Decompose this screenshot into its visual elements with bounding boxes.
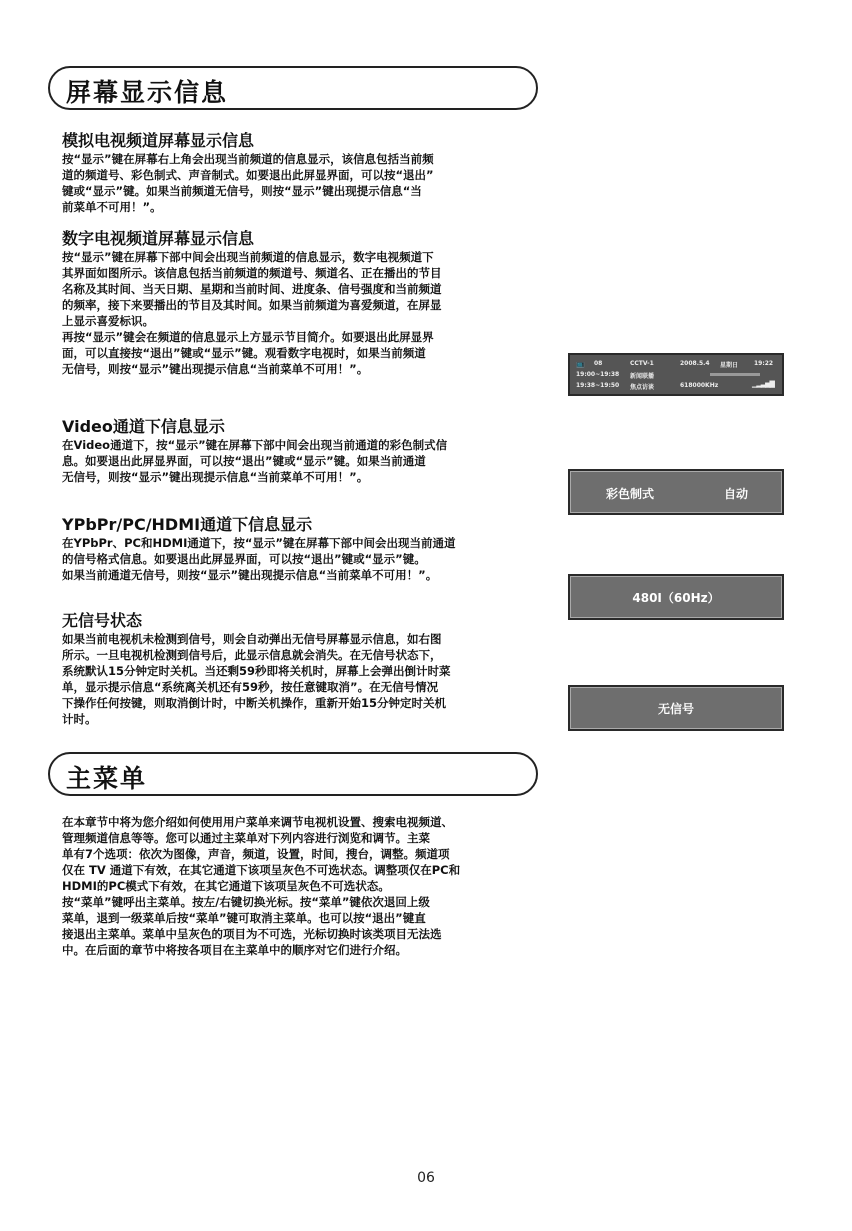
no-signal-osd [568,685,784,731]
osd-time: 19:22 [754,360,774,367]
text-line: 仅在 TV 通道下有效，在其它通道下该项呈灰色不可选状态。调整项仅在PC和 [62,863,461,877]
ypbpr-paragraph [62,535,532,583]
text-line: 下操作任何按键，则取消倒计时，中断关机操作，重新开始15分钟定时关机 [62,696,446,710]
osd-channel-name: CCTV-1 [630,360,654,367]
section-header-main-menu [48,752,538,796]
text-line: 无信号，则按“显示”键出现提示信息“当前菜单不可用！”。 [62,362,369,376]
text-line: 按“显示”键在屏幕右上角会出现当前频道的信息显示，该信息包括当前频 [62,152,434,166]
osd-prog2-name: 焦点访谈 [630,384,655,391]
osd-prog2-time: 19:38~19:50 [576,382,620,389]
digital-paragraph [62,249,532,377]
section-header-osd [48,66,538,110]
text-line: 在YPbPr、PC和HDMI通道下，按“显示”键在屏幕下部中间会出现当前通道 [62,536,456,550]
video-paragraph [62,437,532,485]
signal-strength-icon: ▁▂▃▅▇ [752,380,774,388]
analog-paragraph [62,151,532,215]
text-line: 息。如要退出此屏显界面，可以按“退出”键或“显示”键。如果当前通道 [62,454,426,468]
text-line: 名称及其时间、当天日期、星期和当前时间、进度条、信号强度和当前频道 [62,282,442,296]
text-line: 上显示喜爱标识。 [62,314,154,328]
section-title: 主菜单 [66,764,148,793]
text-line: 在Video通道下，按“显示”键在屏幕下部中间会出现当前通道的彩色制式信 [62,438,448,452]
osd-prog1-name: 新闻联播 [630,373,655,380]
page-number: 06 [417,1170,435,1186]
color-system-value: 自动 [724,487,749,501]
digital-osd-panel [568,353,784,396]
text-line: 在本章节中将为您介绍如何使用用户菜单来调节电视机设置、搜索电视频道、 [62,815,453,829]
text-line: 所示。一旦电视机检测到信号后，此显示信息就会消失。在无信号状态下， [62,648,442,662]
text-line: 键或“显示”键。如果当前频道无信号，则按“显示”键出现提示信息“当 [62,184,422,198]
video-heading: Video通道下信息显示 [62,417,225,436]
osd-channel-number: 08 [594,360,603,367]
text-line: 如果当前电视机未检测到信号，则会自动弹出无信号屏幕显示信息，如右图 [62,632,442,646]
text-line: HDMI的PC模式下有效，在其它通道下该项呈灰色不可选状态。 [62,879,390,893]
nosignal-heading: 无信号状态 [62,611,143,630]
text-line: 接退出主菜单。菜单中呈灰色的项目为不可选，光标切换时该类项目无法选 [62,927,442,941]
color-system-label: 彩色制式 [606,487,655,501]
ypbpr-heading: YPbPr/PC/HDMI通道下信息显示 [62,515,313,534]
osd-date: 2008.5.4 [680,360,710,367]
tv-icon: 📺 [576,360,585,368]
text-line: 单，显示提示信息“系统离关机还有59秒，按任意键取消”。在无信号情况 [62,680,439,694]
text-line: 面，可以直接按“退出”键或“显示”键。观看数字电视时，如果当前频道 [62,346,426,360]
text-line: 系统默认15分钟定时关机。当还剩59秒即将关机时，屏幕上会弹出倒计时菜 [62,664,451,678]
text-line: 的频率，接下来要播出的节目及其时间。如果当前频道为喜爱频道，在屏显 [62,298,442,312]
text-line: 无信号，则按“显示”键出现提示信息“当前菜单不可用！”。 [62,470,369,484]
text-line: 按“菜单”键呼出主菜单。按左/右键切换光标。按“菜单”键依次退回上级 [62,895,430,909]
signal-format-value: 480I（60Hz） [632,591,720,605]
color-system-osd [568,469,784,515]
section-title: 屏幕显示信息 [66,78,229,107]
text-line: 前菜单不可用！”。 [62,200,162,214]
text-line: 道的频道号、彩色制式、声音制式。如要退出此屏显界面，可以按“退出” [62,168,434,182]
analog-heading: 模拟电视频道屏幕显示信息 [62,131,255,150]
digital-heading: 数字电视频道屏幕显示信息 [62,229,255,248]
text-line: 再按“显示”键会在频道的信息显示上方显示节目简介。如要退出此屏显界 [62,330,434,344]
osd-weekday: 星期日 [720,362,739,369]
text-line: 计时。 [62,712,97,726]
text-line: 单有7个选项：依次为图像，声音，频道，设置，时间，搜台，调整。频道项 [62,847,450,861]
text-line: 中。在后面的章节中将按各项目在主菜单中的顺序对它们进行介绍。 [62,943,407,957]
signal-format-osd [568,574,784,620]
text-line: 按“显示”键在屏幕下部中间会出现当前频道的信息显示，数字电视频道下 [62,250,434,264]
no-signal-value: 无信号 [657,702,694,716]
progress-bar [710,373,760,376]
osd-frequency: 618000KHz [680,382,719,389]
text-line: 管理频道信息等等。您可以通过主菜单对下列内容进行浏览和调节。主菜 [62,831,430,845]
main-menu-paragraph [62,814,532,958]
nosignal-paragraph [62,631,532,727]
text-line: 如果当前通道无信号，则按“显示”键出现提示信息“当前菜单不可用！”。 [62,568,438,582]
text-line: 其界面如图所示。该信息包括当前频道的频道号、频道名、正在播出的节目 [62,266,442,280]
text-line: 菜单，退到一级菜单后按“菜单”键可取消主菜单。也可以按“退出”键直 [62,911,426,925]
osd-prog1-time: 19:00~19:38 [576,371,620,378]
text-line: 的信号格式信息。如要退出此屏显界面，可以按“退出”键或“显示”键。 [62,552,426,566]
